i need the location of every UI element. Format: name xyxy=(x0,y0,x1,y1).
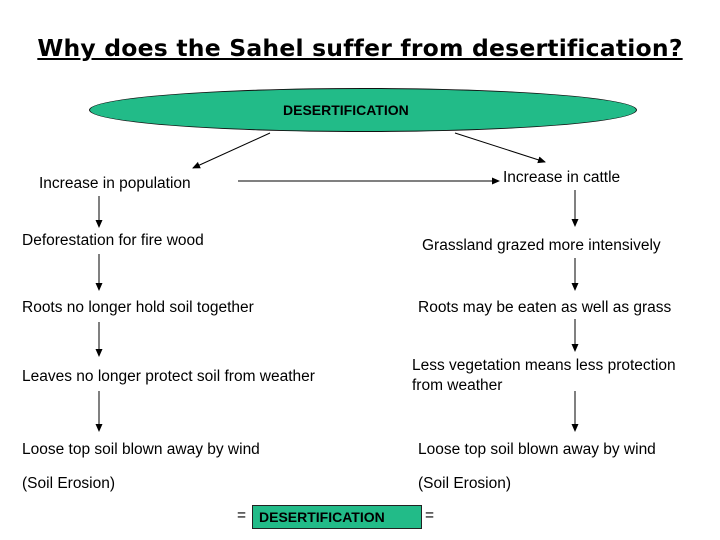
equals-sign-right: = xyxy=(425,507,435,524)
right-node-roots-eaten: Roots may be eaten as well as grass xyxy=(418,299,672,316)
arrow-ellipse-to-cattle xyxy=(455,133,545,162)
left-node-topsoil: Loose top soil blown away by wind xyxy=(22,441,260,458)
desertification-ellipse-label: DESERTIFICATION xyxy=(283,102,409,118)
left-node-population: Increase in population xyxy=(39,175,191,192)
right-node-cattle: Increase in cattle xyxy=(503,169,621,186)
left-node-deforestation: Deforestation for fire wood xyxy=(22,232,204,249)
left-node-leaves: Leaves no longer protect soil from weather xyxy=(22,368,315,385)
desertification-result-box: DESERTIFICATION xyxy=(252,505,422,529)
right-node-grazing: Grassland grazed more intensively xyxy=(422,237,661,254)
left-node-roots: Roots no longer hold soil together xyxy=(22,299,254,316)
left-node-soil-erosion: (Soil Erosion) xyxy=(22,475,116,492)
right-node-topsoil: Loose top soil blown away by wind xyxy=(418,441,656,458)
page-title: Why does the Sahel suffer from desertification? xyxy=(37,34,683,62)
equals-sign-left: = xyxy=(237,507,247,524)
right-node-soil-erosion: (Soil Erosion) xyxy=(418,475,512,492)
right-node-less-vegetation-line1: Less vegetation means less protection xyxy=(412,357,676,374)
right-node-less-vegetation-line2: from weather xyxy=(412,377,503,394)
arrow-ellipse-to-population xyxy=(193,133,270,168)
